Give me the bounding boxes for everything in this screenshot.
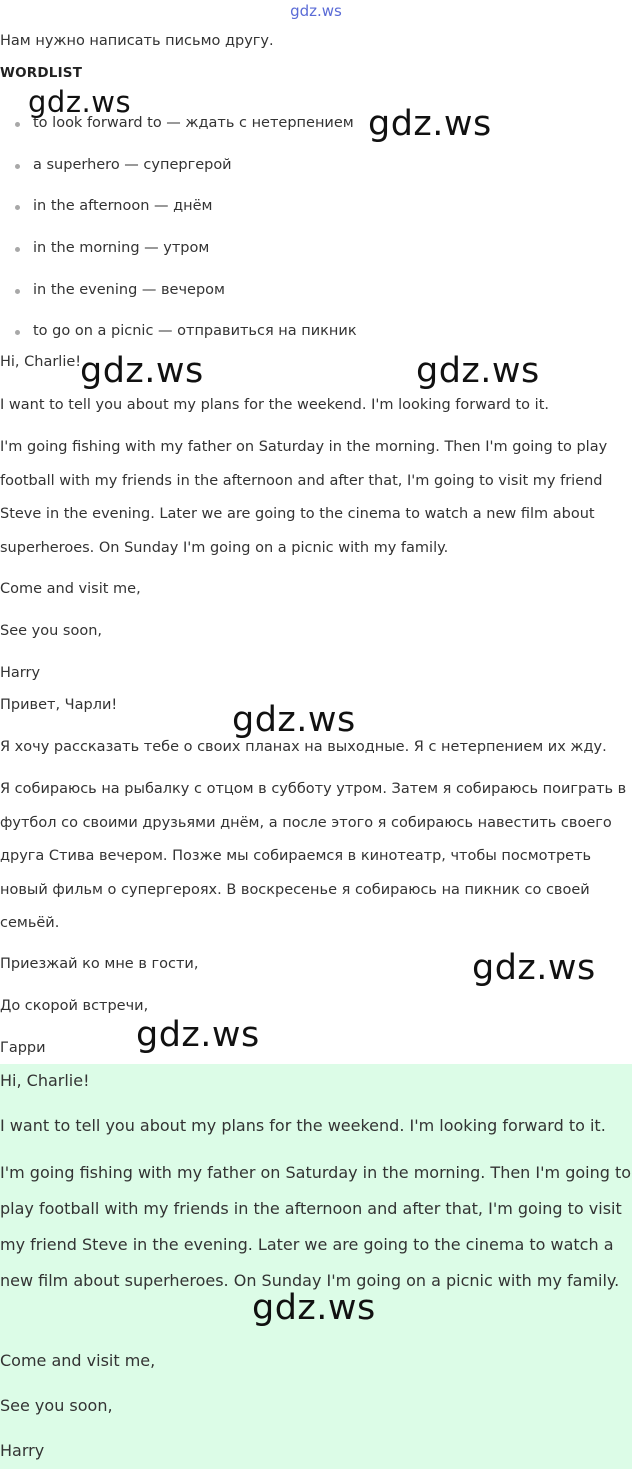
answer-paragraph-2: I'm going fishing with my father on Saturday in the morning. Then I'm going to play football with my friends in the afternoon and after that, I'm going to visit my friend Steve in the evening. Later we are going to the cinema to watch a new film about superheroes. On Sunday I'm going on a picnic with my family. xyxy=(0,1163,632,1290)
intro-text: Нам нужно написать письмо другу. xyxy=(0,33,274,49)
bullet-icon xyxy=(15,247,20,252)
site-watermark-top: gdz.ws xyxy=(290,2,342,20)
answer-signature: Harry xyxy=(0,1441,45,1460)
bullet-icon xyxy=(15,122,20,127)
wordlist-item xyxy=(0,145,357,187)
wordlist-item xyxy=(0,270,357,312)
letter-en-paragraph-2: I'm going fishing with my father on Saturday in the morning. Then I'm going to play football with my friends in the afternoon and after that, I'm going to visit my friend Steve in the evening. Later we are going to the cinema to watch a new film about superheroes. On Sunday I'm going on a picnic with my family. xyxy=(0,439,608,556)
bullet-icon xyxy=(15,164,20,169)
wordlist-item-text: in the afternoon — днём xyxy=(33,198,213,215)
answer-greeting: Hi, Charlie! xyxy=(0,1071,90,1090)
letter-en-paragraph-1: I want to tell you about my plans for the weekend. I'm looking forward to it. xyxy=(0,397,549,413)
watermark: gdz.ws xyxy=(232,700,356,740)
wordlist-item-text: to go on a picnic — отправиться на пикник xyxy=(33,323,357,340)
wordlist-item-text: in the evening — вечером xyxy=(33,281,225,298)
watermark: gdz.ws xyxy=(136,1015,260,1055)
letter-en-signature: Harry xyxy=(0,665,41,681)
letter-en-closing-1: Come and visit me, xyxy=(0,581,141,597)
watermark: gdz.ws xyxy=(472,948,596,988)
bullet-icon xyxy=(15,289,20,294)
watermark: gdz.ws xyxy=(416,351,540,391)
letter-ru-closing-1: Приезжай ко мне в гости, xyxy=(0,956,199,972)
bullet-icon xyxy=(15,330,20,335)
watermark: gdz.ws xyxy=(368,104,492,144)
wordlist-item-text: a superhero — супергерой xyxy=(33,156,232,173)
answer-box xyxy=(0,1064,632,1469)
bullet-icon xyxy=(15,205,20,210)
letter-ru-paragraph-2: Я собираюсь на рыбалку с отцом в субботу утром. Затем я собираюсь поиграть в футбол со своими друзьями днём, а после этого я собираюсь навестить своего друга Стива вечером. Позже мы собираемся в кинотеатр, чтобы посмотреть новый фильм о супергероях. В воскресенье я собираюсь на пикник со своей семьёй. xyxy=(0,781,627,931)
answer-paragraph-1: I want to tell you about my plans for the weekend. I'm looking forward to it. xyxy=(0,1116,606,1135)
letter-en-closing-2: See you soon, xyxy=(0,623,103,639)
wordlist-title: WORDLIST xyxy=(0,65,83,81)
wordlist-item xyxy=(0,311,357,353)
wordlist xyxy=(0,103,357,353)
wordlist-item xyxy=(0,186,357,228)
letter-ru-signature: Гарри xyxy=(0,1040,46,1056)
watermark: gdz.ws xyxy=(80,351,204,391)
answer-closing-1: Come and visit me, xyxy=(0,1351,156,1370)
wordlist-item xyxy=(0,228,357,270)
watermark: gdz.ws xyxy=(28,85,132,119)
wordlist-item-text: in the morning — утром xyxy=(33,240,210,257)
letter-ru-paragraph-1: Я хочу рассказать тебе о своих планах на выходные. Я с нетерпением их жду. xyxy=(0,739,607,755)
letter-ru-greeting: Привет, Чарли! xyxy=(0,697,118,713)
watermark: gdz.ws xyxy=(252,1288,376,1328)
answer-closing-2: See you soon, xyxy=(0,1396,113,1415)
letter-en-greeting: Hi, Charlie! xyxy=(0,354,82,370)
letter-ru-closing-2: До скорой встречи, xyxy=(0,998,149,1014)
wordlist-item-text: to look forward to — ждать с нетерпением xyxy=(33,115,354,131)
